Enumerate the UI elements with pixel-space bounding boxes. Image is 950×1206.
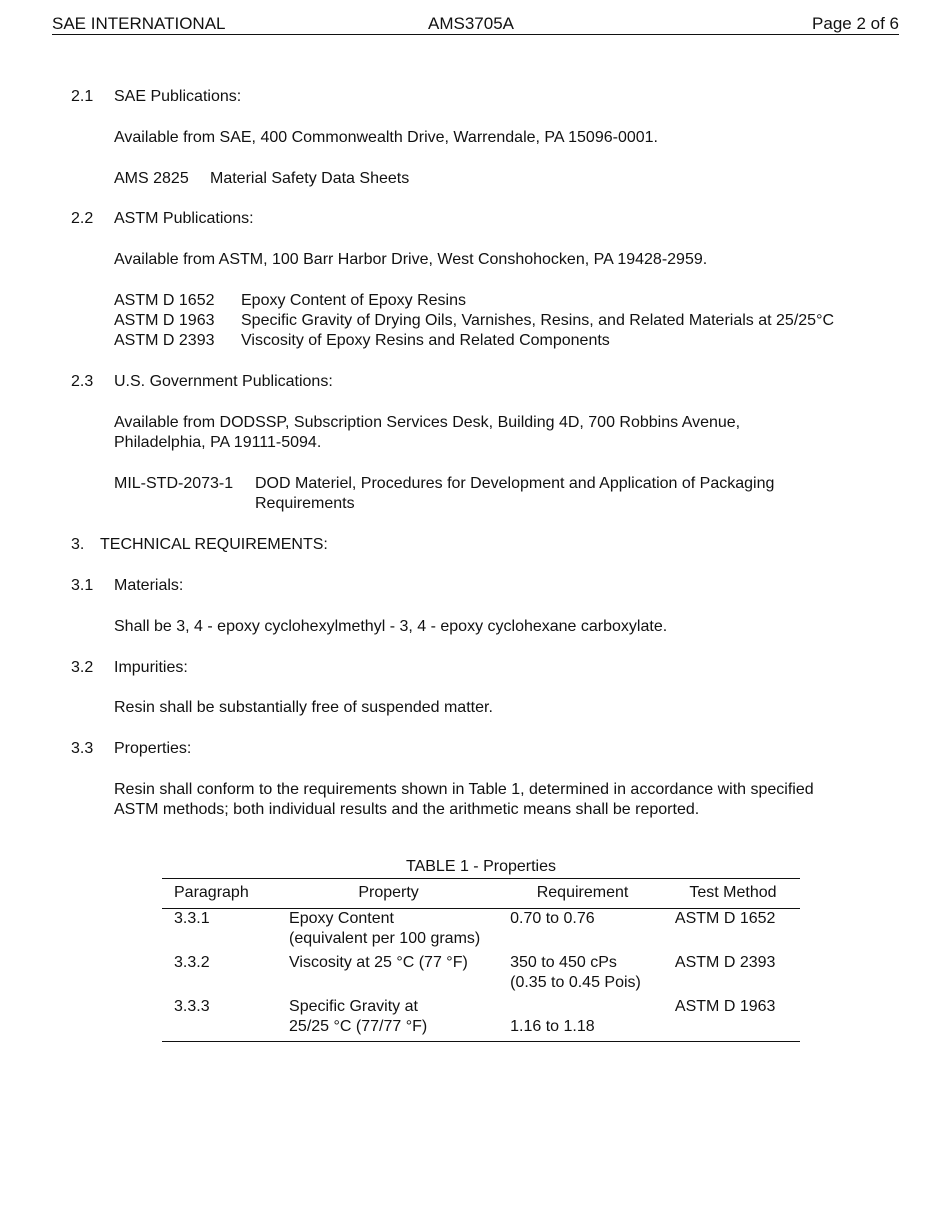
section-2-2-title: ASTM Publications: bbox=[114, 210, 254, 227]
table-caption: TABLE 1 - Properties bbox=[406, 858, 556, 875]
cell-requirement-line-2: (0.35 to 0.45 Pois) bbox=[510, 974, 641, 991]
properties-table-block bbox=[162, 856, 800, 1042]
section-2-1-number: 2.1 bbox=[71, 88, 94, 105]
column-header-requirement: Requirement bbox=[499, 879, 666, 909]
section-2-2-availability: Available from ASTM, 100 Barr Harbor Drive, West Conshohocken, PA 19428-2959. bbox=[114, 251, 708, 268]
cell-requirement-line-1: 350 to 450 cPs bbox=[510, 954, 617, 971]
section-2-3-number: 2.3 bbox=[71, 373, 94, 390]
reference-title: Specific Gravity of Drying Oils, Varnishes, Resins, and Related Materials at 25/25°C bbox=[241, 312, 835, 329]
table-row bbox=[162, 909, 800, 954]
table-row bbox=[162, 997, 800, 1042]
section-3-number: 3. bbox=[71, 536, 85, 553]
section-3-2-title: Impurities: bbox=[114, 659, 188, 676]
reference-title: Viscosity of Epoxy Resins and Related Components bbox=[241, 332, 610, 349]
section-3-2-number: 3.2 bbox=[71, 659, 94, 676]
cell-property-line-1: Specific Gravity at bbox=[289, 998, 418, 1015]
column-header-property: Property bbox=[278, 879, 499, 909]
section-3-1-body: Shall be 3, 4 - epoxy cyclohexylmethyl - 3, 4 - epoxy cyclohexane carboxylate. bbox=[114, 618, 668, 635]
page-header bbox=[52, 14, 899, 35]
cell-paragraph: 3.3.3 bbox=[162, 997, 278, 1042]
section-3-2-body: Resin shall be substantially free of suspended matter. bbox=[114, 699, 493, 716]
cell-property bbox=[278, 997, 499, 1042]
cell-test-method: ASTM D 1963 bbox=[666, 997, 800, 1042]
reference-code: ASTM D 2393 bbox=[114, 332, 215, 349]
section-2-3-title: U.S. Government Publications: bbox=[114, 373, 333, 390]
cell-requirement bbox=[499, 953, 666, 997]
reference-title: Material Safety Data Sheets bbox=[210, 170, 410, 187]
section-3-3-body-line-1: Resin shall conform to the requirements shown in Table 1, determined in accordance with specified bbox=[114, 781, 814, 798]
column-header-paragraph: Paragraph bbox=[162, 879, 278, 909]
cell-requirement-line-1 bbox=[510, 997, 666, 1017]
cell-test-method: ASTM D 2393 bbox=[674, 954, 776, 971]
section-3-title: TECHNICAL REQUIREMENTS: bbox=[100, 536, 328, 553]
column-header-test-method: Test Method bbox=[666, 879, 800, 909]
reference-code: ASTM D 1963 bbox=[114, 312, 215, 329]
section-3-1-number: 3.1 bbox=[71, 577, 94, 594]
cell-paragraph: 3.3.1 bbox=[174, 910, 210, 927]
section-2-3-availability-line-1: Available from DODSSP, Subscription Services Desk, Building 4D, 700 Robbins Avenue, bbox=[114, 414, 741, 431]
properties-table bbox=[162, 878, 800, 1042]
reference-title-line-1: DOD Materiel, Procedures for Development and Application of Packaging bbox=[255, 475, 775, 492]
cell-requirement bbox=[499, 909, 666, 954]
table-row bbox=[162, 953, 800, 997]
reference-code: MIL-STD-2073-1 bbox=[114, 475, 234, 492]
cell-property bbox=[278, 953, 499, 997]
section-3-3-body-line-2: ASTM methods; both individual results and the arithmetic means shall be reported. bbox=[114, 801, 700, 818]
header-page-number: Page 2 of 6 bbox=[812, 14, 899, 33]
reference-code: AMS 2825 bbox=[114, 170, 189, 187]
cell-property-line-2: (equivalent per 100 grams) bbox=[289, 930, 481, 947]
header-document-number: AMS3705A bbox=[428, 14, 514, 33]
section-3-3-title: Properties: bbox=[114, 740, 192, 757]
section-2-1-title: SAE Publications: bbox=[114, 88, 242, 105]
section-2-2-number: 2.2 bbox=[71, 210, 94, 227]
cell-property bbox=[278, 909, 499, 954]
cell-test-method: ASTM D 1652 bbox=[674, 910, 776, 927]
header-organization: SAE INTERNATIONAL bbox=[52, 14, 226, 33]
cell-property-line-1: Viscosity at 25 °C (77 °F) bbox=[289, 954, 468, 971]
cell-requirement-line-2: 1.16 to 1.18 bbox=[510, 1018, 595, 1035]
cell-property-line-1: Epoxy Content bbox=[289, 910, 394, 927]
section-3-3-number: 3.3 bbox=[71, 740, 94, 757]
reference-title-line-2: Requirements bbox=[255, 495, 355, 512]
cell-requirement-line-1: 0.70 to 0.76 bbox=[510, 910, 595, 927]
cell-property-line-2: 25/25 °C (77/77 °F) bbox=[289, 1018, 428, 1035]
table-header-row bbox=[162, 879, 800, 909]
section-2-1-availability: Available from SAE, 400 Commonwealth Drive, Warrendale, PA 15096-0001. bbox=[114, 129, 658, 146]
cell-paragraph: 3.3.2 bbox=[174, 954, 210, 971]
section-2-3-availability-line-2: Philadelphia, PA 19111-5094. bbox=[114, 434, 322, 451]
section-3-1-title: Materials: bbox=[114, 577, 184, 594]
reference-title: Epoxy Content of Epoxy Resins bbox=[241, 292, 467, 309]
reference-code: ASTM D 1652 bbox=[114, 292, 215, 309]
cell-requirement bbox=[499, 997, 666, 1042]
